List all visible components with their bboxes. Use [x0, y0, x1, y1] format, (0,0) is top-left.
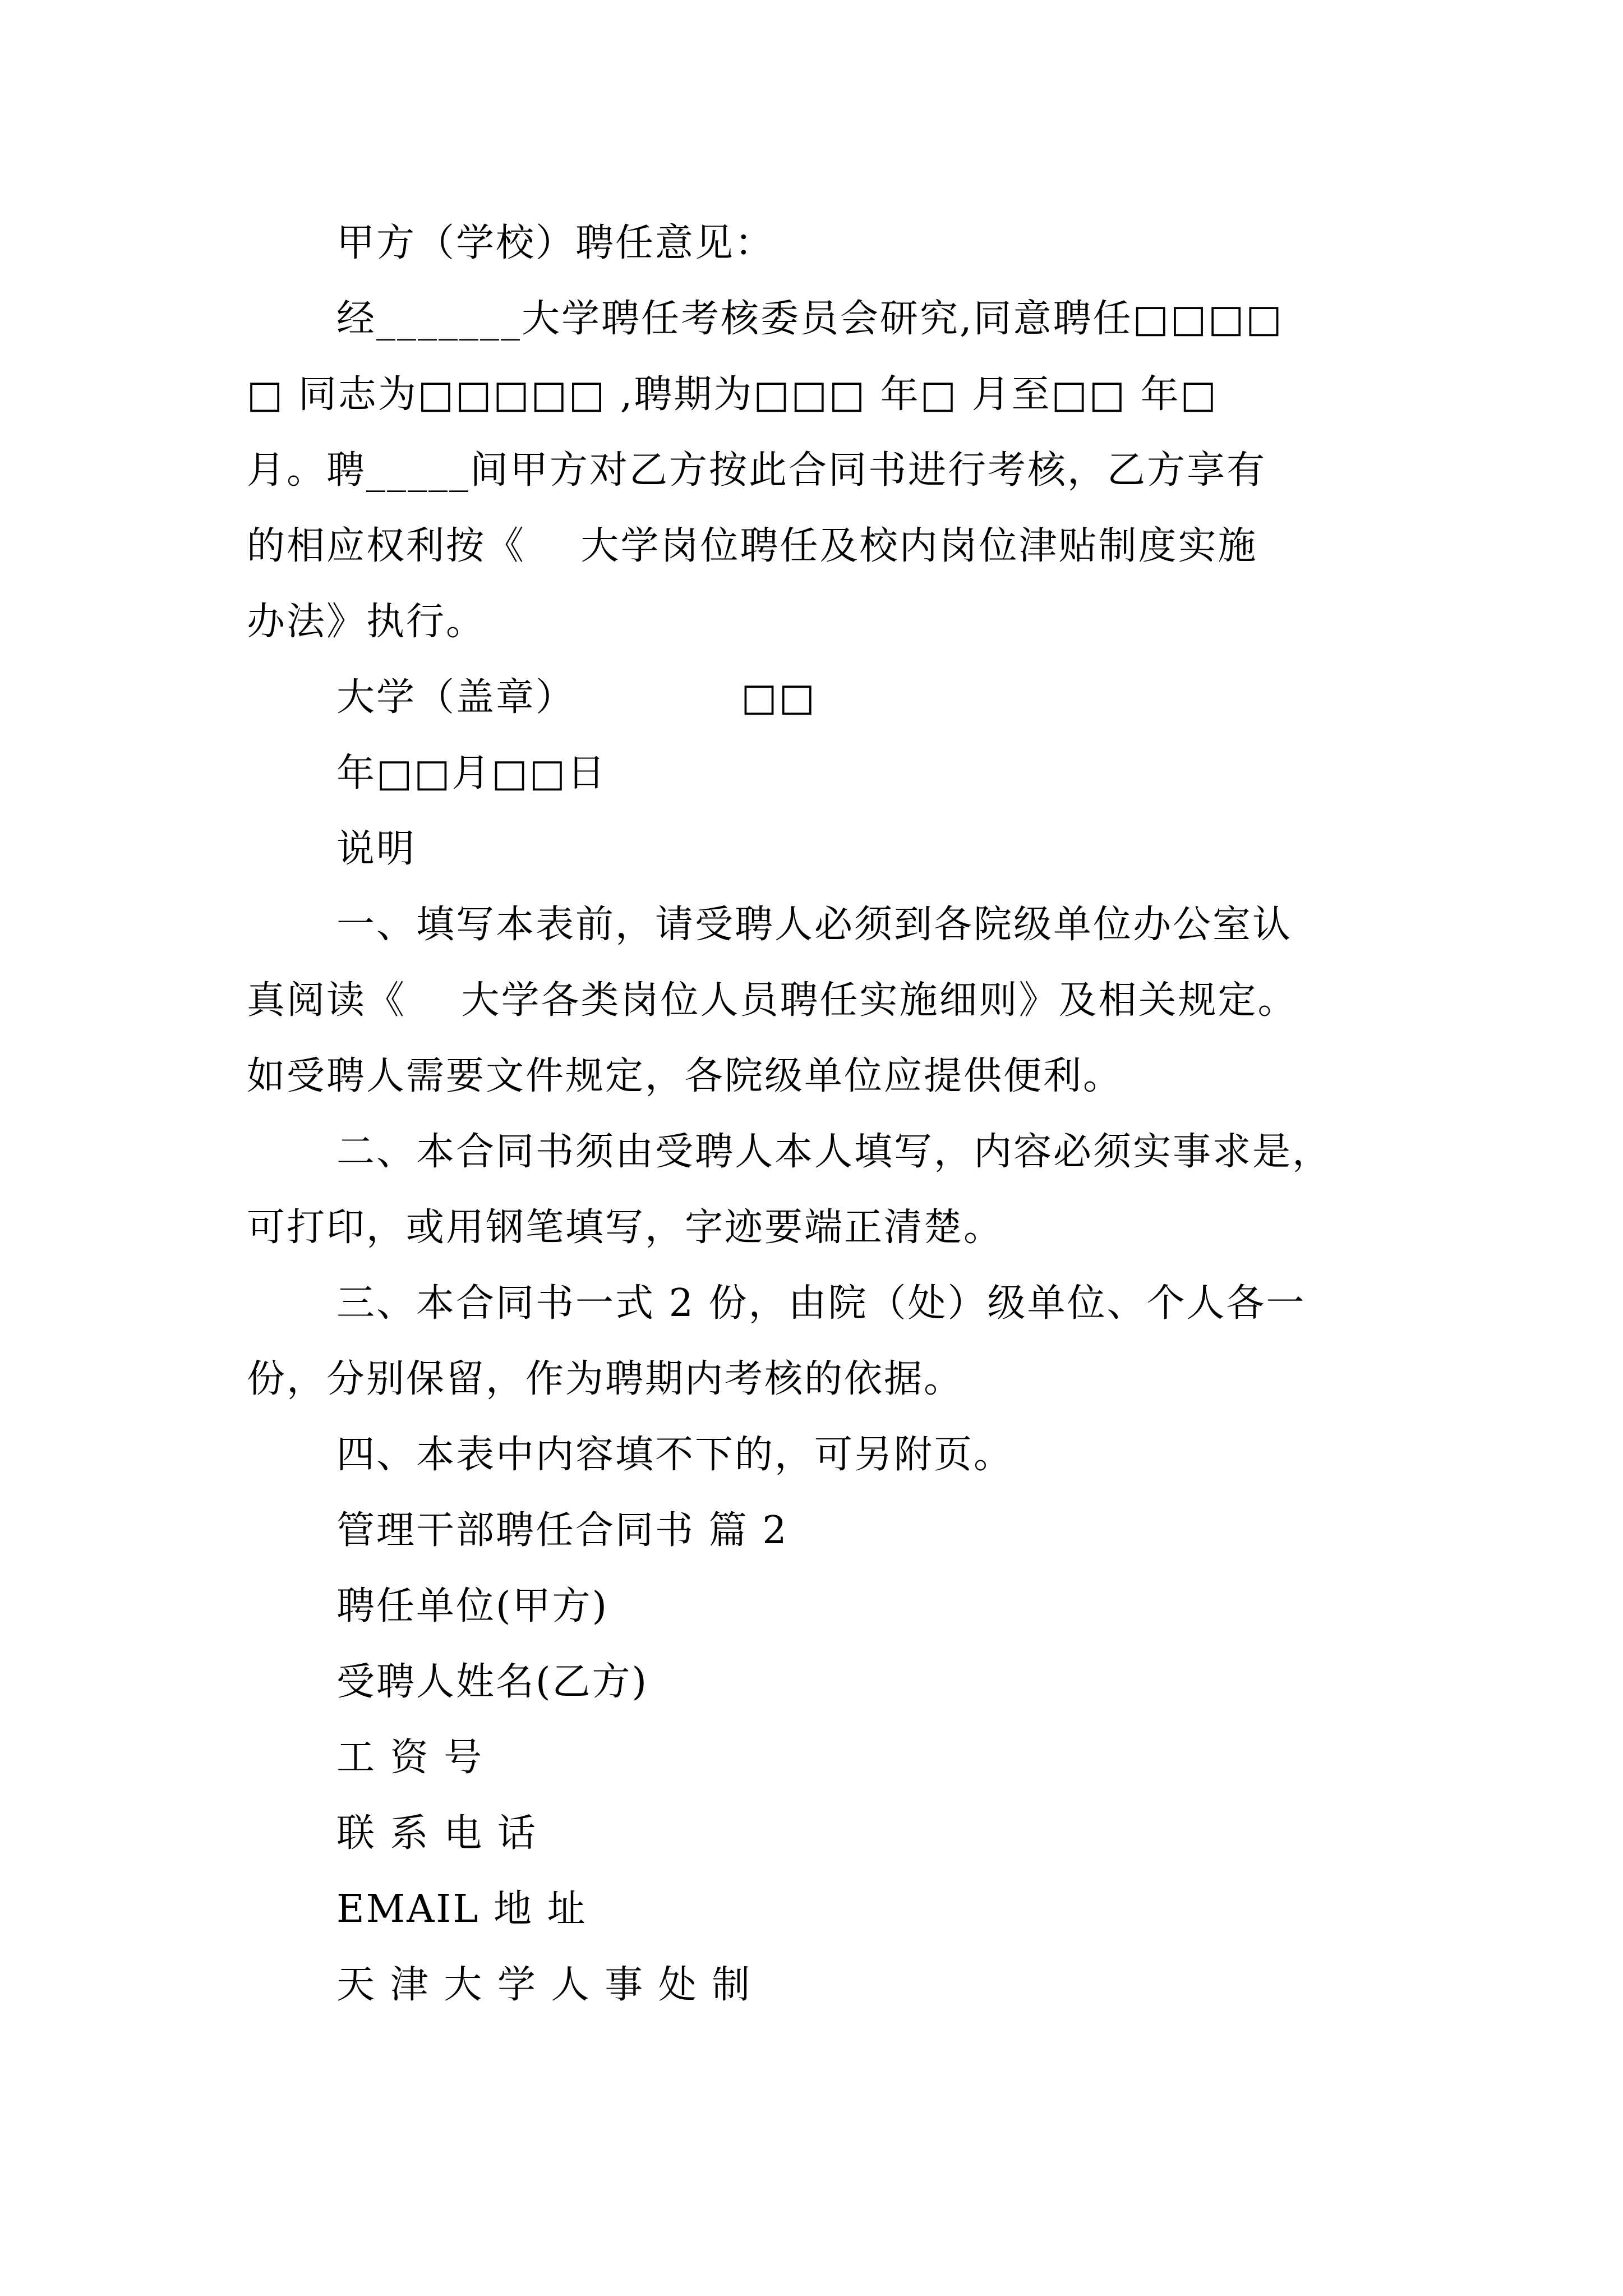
- notes-heading: 说明: [336, 827, 417, 871]
- contract-title: 管理干部聘任合同书 篇 2: [336, 1508, 789, 1553]
- field-email: EMAIL 地 址: [336, 1887, 587, 1931]
- seal-line: 大学（盖章） □□: [336, 675, 817, 720]
- note-item-1-cont: 真阅读《 大学各类岗位人员聘任实施细则》及相关规定。: [247, 978, 1298, 1023]
- note-item-2: 二、本合同书须由受聘人本人填写，内容必须实事求是，: [336, 1130, 1332, 1174]
- paragraph-line: 办法》执行。: [247, 600, 486, 644]
- note-item-3: 三、本合同书一式 2 份，由院（处）级单位、个人各一: [336, 1281, 1306, 1326]
- paragraph-line: 经_______大学聘任考核委员会研究,同意聘任□□□□: [336, 297, 1284, 341]
- field-salary-number: 工 资 号: [336, 1736, 484, 1780]
- field-phone: 联 系 电 话: [336, 1811, 537, 1856]
- field-employee-name: 受聘人姓名(乙方): [336, 1660, 649, 1704]
- note-item-1-cont: 如受聘人需要文件规定，各院级单位应提供便利。: [247, 1054, 1123, 1098]
- paragraph-line: 的相应权利按《 大学岗位聘任及校内岗位津贴制度实施: [247, 524, 1258, 568]
- section-heading-opinion: 甲方（学校）聘任意见：: [336, 221, 775, 265]
- field-employer: 聘任单位(甲方): [336, 1584, 609, 1628]
- paragraph-line: □ 同志为□□□□□ ,聘期为□□□ 年□ 月至□□ 年□: [247, 372, 1218, 417]
- note-item-3-cont: 份，分别保留，作为聘期内考核的依据。: [247, 1357, 964, 1401]
- issuer-line: 天 津 大 学 人 事 处 制: [336, 1963, 752, 2007]
- note-item-4: 四、本表中内容填不下的，可另附页。: [336, 1433, 1014, 1477]
- note-item-1: 一、填写本表前，请受聘人必须到各院级单位办公室认: [336, 903, 1293, 947]
- paragraph-line: 月。聘_____间甲方对乙方按此合同书进行考核，乙方享有: [247, 448, 1267, 493]
- note-item-2-cont: 可打印，或用钢笔填写，字迹要端正清楚。: [247, 1205, 1004, 1250]
- date-line: 年□□月□□日: [336, 751, 607, 795]
